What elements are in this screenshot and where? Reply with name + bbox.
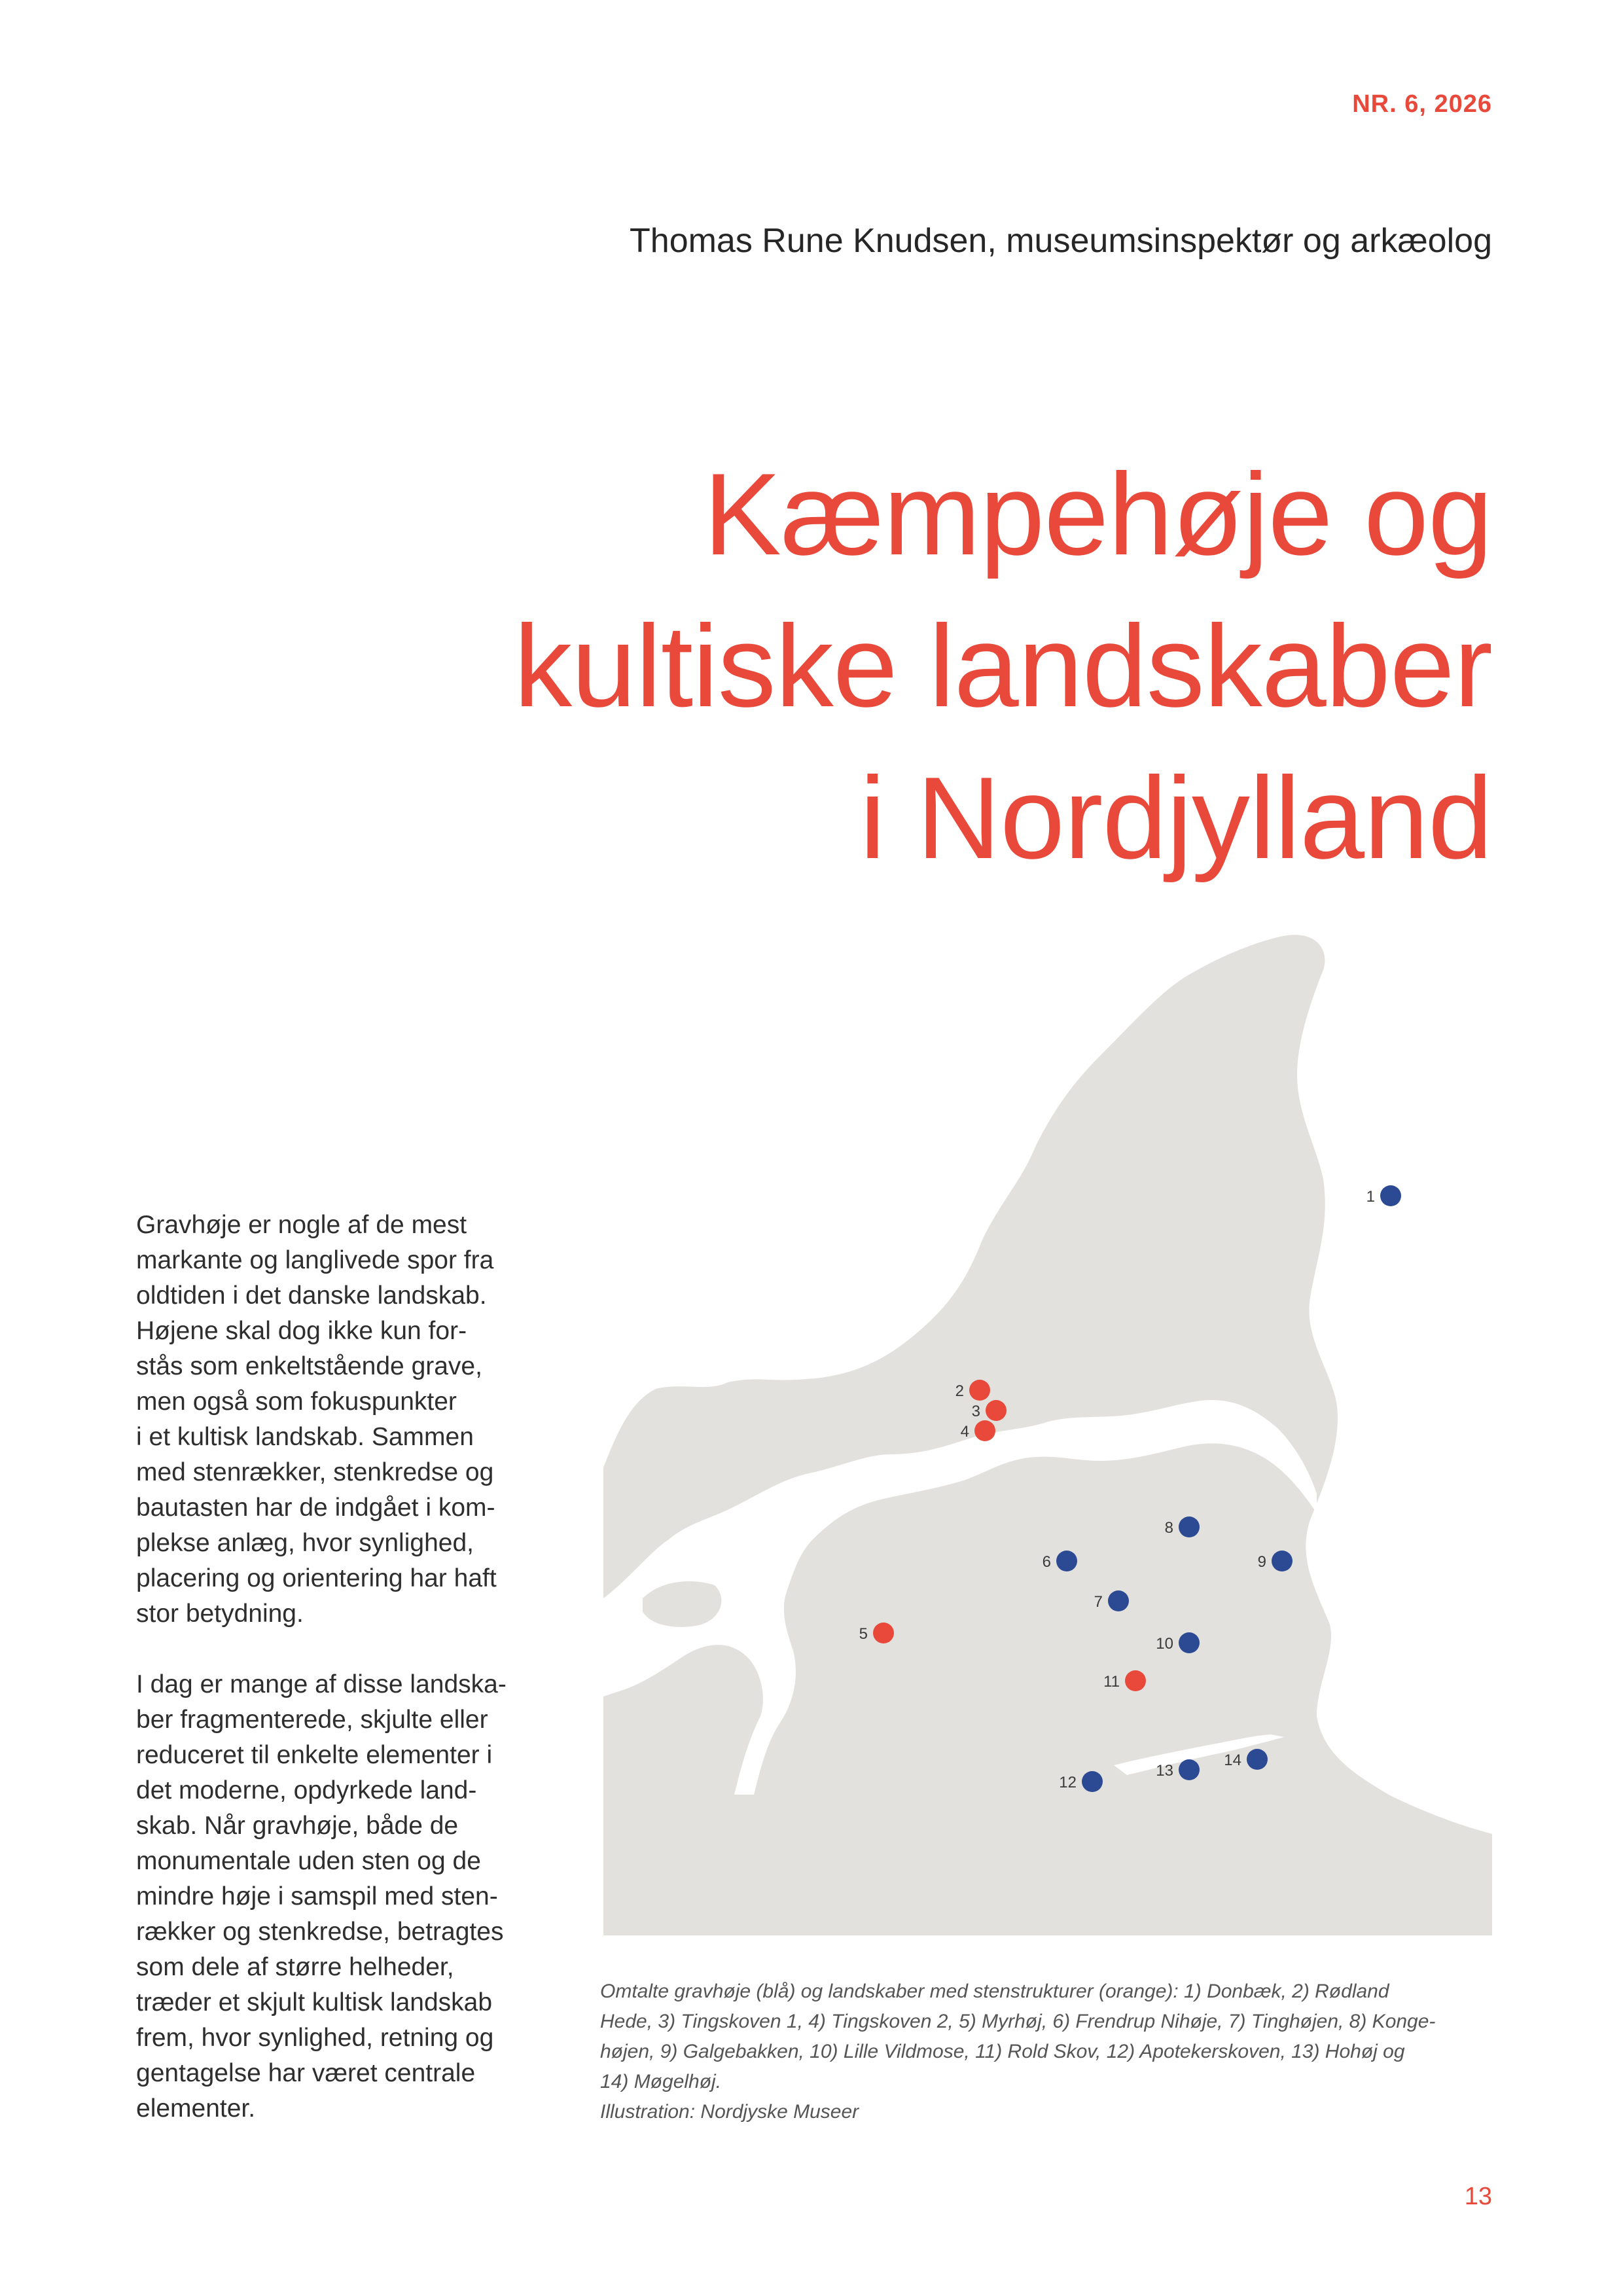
site-marker-label: 14 [1224, 1751, 1241, 1769]
caption-line: højen, 9) Galgebakken, 10) Lille Vildmose, 11) Rold Skov, 12) Apotekerskoven, 13) Hohøj og [600, 2041, 1405, 2062]
site-marker-label: 10 [1156, 1635, 1173, 1653]
text-line: gentagelse har været centrale [136, 2059, 476, 2087]
site-marker-label: 9 [1257, 1553, 1266, 1571]
site-marker-12 [1082, 1771, 1103, 1792]
site-marker-6 [1056, 1551, 1077, 1571]
text-line: det moderne, opdyrkede land- [136, 1776, 477, 1804]
text-line: markante og langlivede spor fra [136, 1246, 494, 1274]
issue-number: NR. 6, 2026 [1352, 90, 1492, 118]
author-byline: Thomas Rune Knudsen, museumsinspektør og arkæolog [630, 222, 1492, 260]
text-line: stor betydning. [136, 1600, 304, 1628]
text-line: elementer. [136, 2094, 256, 2123]
site-marker-9 [1272, 1551, 1293, 1571]
north-jutland-map [603, 931, 1492, 1935]
text-line: i et kultisk landskab. Sammen [136, 1423, 474, 1451]
site-marker-8 [1179, 1516, 1200, 1537]
text-line: skab. Når gravhøje, både de [136, 1812, 459, 1840]
text-line: reduceret til enkelte elementer i [136, 1741, 493, 1769]
site-marker-1 [1380, 1185, 1401, 1206]
text-line: med stenrækker, stenkredse og [136, 1458, 494, 1486]
site-marker-10 [1179, 1632, 1200, 1653]
text-line: men også som fokuspunkter [136, 1388, 457, 1416]
text-line: træder et skjult kultisk landskab [136, 1988, 493, 2017]
caption-credit: Illustration: Nordjyske Museer [600, 2101, 859, 2123]
site-marker-4 [974, 1420, 995, 1441]
site-marker-13 [1179, 1759, 1200, 1780]
text-line: stås som enkeltstående grave, [136, 1352, 482, 1380]
caption-line: 14) Møgelhøj. [600, 2071, 722, 2092]
article-body [136, 1208, 529, 2162]
text-line: mindre høje i samspil med sten- [136, 1882, 498, 1910]
text-line: frem, hvor synlighed, retning og [136, 2024, 494, 2052]
site-marker-label: 5 [859, 1625, 868, 1643]
site-marker-label: 12 [1059, 1774, 1077, 1791]
site-marker-label: 6 [1042, 1553, 1051, 1571]
site-marker-14 [1247, 1749, 1268, 1770]
text-line: plekse anlæg, hvor synlighed, [136, 1529, 474, 1557]
text-line: Gravhøje er nogle af de mest [136, 1211, 467, 1239]
text-line: oldtiden i det danske landskab. [136, 1282, 487, 1310]
site-marker-label: 8 [1164, 1519, 1173, 1537]
map-caption [600, 1977, 1497, 2127]
text-line: som dele af større helheder, [136, 1953, 454, 1981]
text-line: ber fragmenterede, skjulte eller [136, 1706, 488, 1734]
site-marker-label: 3 [971, 1403, 980, 1420]
body-paragraph-1 [136, 1208, 529, 1632]
title-line: kultiske landskaber [514, 601, 1492, 731]
site-marker-label: 13 [1156, 1762, 1173, 1780]
text-line: I dag er mange af disse landska- [136, 1670, 507, 1698]
text-line: rækker og stenkredse, betragtes [136, 1918, 504, 1946]
article-title [514, 439, 1492, 894]
site-marker-label: 4 [960, 1423, 969, 1441]
site-marker-label: 2 [955, 1382, 964, 1400]
site-marker-3 [986, 1400, 1007, 1421]
caption-line: Omtalte gravhøje (blå) og landskaber med stenstrukturer (orange): 1) Donbæk, 2) Rødland [600, 1981, 1389, 2002]
site-marker-11 [1125, 1670, 1146, 1691]
caption-line: Hede, 3) Tingskoven 1, 4) Tingskoven 2, 5) Myrhøj, 6) Frendrup Nihøje, 7) Tinghøjen, 8) Konge- [600, 2011, 1436, 2032]
text-line: Højene skal dog ikke kun for- [136, 1317, 467, 1345]
page-number: 13 [1464, 2183, 1492, 2210]
title-line: i Nordjylland [859, 753, 1492, 883]
title-line: Kæmpehøje og [704, 449, 1492, 579]
text-line: placering og orientering har haft [136, 1564, 497, 1592]
body-paragraph-2 [136, 1667, 529, 2126]
text-line: bautasten har de indgået i kom- [136, 1494, 495, 1522]
site-marker-label: 11 [1103, 1673, 1120, 1691]
site-marker-7 [1108, 1590, 1129, 1611]
site-marker-label: 1 [1366, 1188, 1375, 1206]
site-marker-label: 7 [1094, 1593, 1103, 1611]
text-line: monumentale uden sten og de [136, 1847, 481, 1875]
site-marker-5 [873, 1623, 894, 1643]
site-marker-2 [969, 1380, 990, 1401]
